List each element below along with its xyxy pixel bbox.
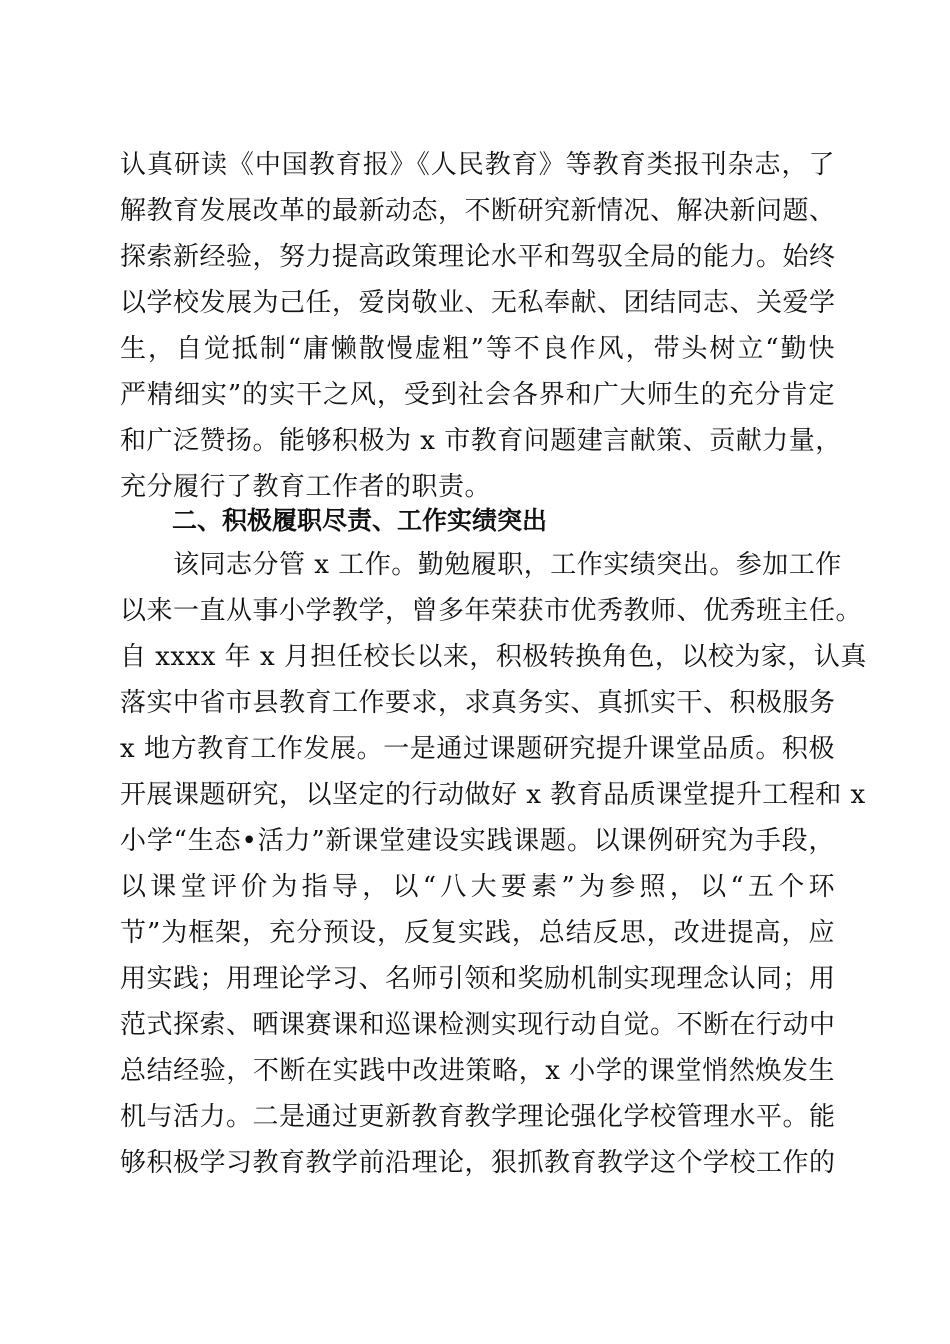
paragraph-2-line-12: 总结经验，不断在实践中改进策略，x 小学的课堂悄然焕发生 — [120, 1056, 835, 1086]
section-heading: 二、积极履职尽责、工作实绩突出 — [172, 506, 548, 535]
paragraph-2-line-11: 范式探索、晒课赛课和巡课检测实现行动自觉。不断在行动中 — [120, 1010, 836, 1040]
paragraph-1-line-2: 解教育发展改革的最新动态，不断研究新情况、解决新问题、 — [120, 196, 836, 226]
paragraph-1-line-4: 以学校发展为己任，爱岗敬业、无私奉献、团结同志、关爱学 — [120, 288, 836, 318]
paragraph-2-line-1: 该同志分管 x 工作。勤勉履职，工作实绩突出。参加工作 — [120, 550, 842, 580]
paragraph-2-line-14: 够积极学习教育教学前沿理论，狠抓教育教学这个学校工作的 — [120, 1148, 836, 1178]
paragraph-2-line-10: 用实践；用理论学习、名师引领和奖励机制实现理念认同；用 — [120, 964, 836, 994]
paragraph-2-line-7: 小学“生态•活力”新课堂建设实践课题。以课例研究为手段， — [120, 826, 835, 856]
paragraph-2-line-2: 以来一直从事小学教学，曾多年荣获市优秀教师、优秀班主任。 — [120, 596, 863, 626]
paragraph-1-line-1: 认真研读《中国教育报》《人民教育》等教育类报刊杂志，了 — [120, 150, 835, 180]
paragraph-1-line-5: 生，自觉抵制“庸懒散慢虚粗”等不良作风，带头树立“勤快 — [120, 334, 835, 364]
paragraph-2-line-8: 以课堂评价为指导，以“八大要素”为参照，以“五个环 — [120, 872, 835, 902]
paragraph-2-line-9: 节”为框架，充分预设，反复实践，总结反思，改进提高，应 — [120, 918, 835, 948]
paragraph-2-line-3: 自 xxxx 年 x 月担任校长以来，积极转换角色，以校为家，认真 — [120, 642, 867, 672]
paragraph-1-line-7: 和广泛赞扬。能够积极为 x 市教育问题建言献策、贡献力量， — [120, 426, 842, 456]
paragraph-2-line-5: x 地方教育工作发展。一是通过课题研究提升课堂品质。积极 — [120, 734, 835, 764]
paragraph-1-line-8: 充分履行了教育工作者的职责。 — [120, 472, 492, 502]
paragraph-1-line-6: 严精细实”的实干之风，受到社会各界和广大师生的充分肯定 — [120, 380, 835, 410]
paragraph-2-line-6: 开展课题研究，以坚定的行动做好 x 教育品质课堂提升工程和 x — [120, 780, 866, 810]
paragraph-2-line-13: 机与活力。二是通过更新教育教学理论强化学校管理水平。能 — [120, 1102, 836, 1132]
paragraph-2-line-4: 落实中省市县教育工作要求，求真务实、真抓实干、积极服务 — [120, 688, 836, 718]
paragraph-1-line-3: 探索新经验，努力提高政策理论水平和驾驭全局的能力。始终 — [120, 242, 836, 272]
